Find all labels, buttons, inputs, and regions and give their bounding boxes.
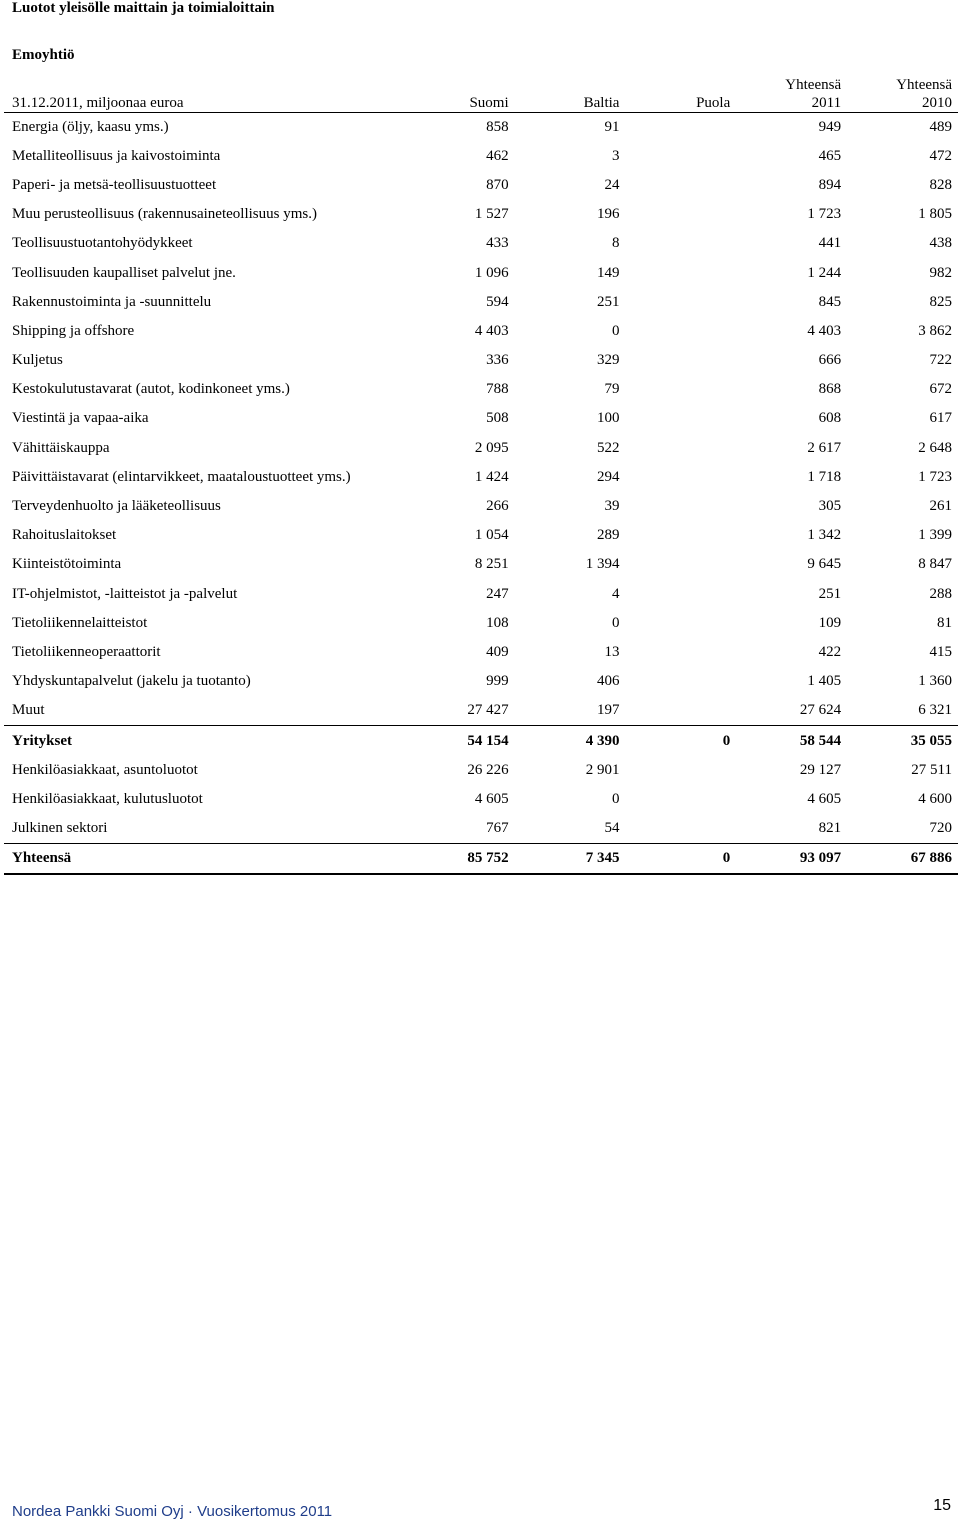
cell-total-2011: 608 [818, 410, 842, 427]
table-row [4, 492, 958, 521]
column-header-total-2011: Yhteensä 2011 [736, 75, 847, 112]
cell-puola [625, 756, 736, 785]
row-label: Rahoituslaitokset [12, 527, 117, 544]
column-header-total-2010: Yhteensä 2010 [847, 75, 958, 112]
cell-suomi: 462 [486, 147, 509, 164]
cell-baltia: 149 [596, 264, 620, 281]
table-row [4, 785, 958, 814]
cell-total-2011: 4 605 [807, 790, 842, 807]
cell-puola [625, 609, 736, 638]
row-label: Julkinen sektori [4, 814, 404, 844]
row-label: Teollisuuden kaupalliset palvelut jne. [12, 264, 236, 281]
row-label: Kestokulutustavarat (autot, kodinkoneet yms.) [12, 381, 290, 398]
cell-total-2011: 465 [818, 147, 842, 164]
cell-baltia: 24 [604, 176, 620, 193]
cell-baltia: 13 [604, 643, 620, 660]
cell-baltia: 3 [611, 147, 620, 164]
cell-total-2011: 27 624 [736, 696, 847, 726]
table-row [4, 638, 958, 667]
cell-total-2010: 825 [929, 293, 952, 310]
row-label: Viestintä ja vapaa-aika [12, 410, 149, 427]
cell-suomi: 788 [486, 381, 509, 398]
cell-baltia: 0 [611, 790, 620, 807]
table-row [4, 346, 958, 375]
cell-baltia: 406 [596, 673, 620, 690]
cell-suomi: 108 [486, 614, 509, 631]
cell-puola [625, 521, 736, 550]
cell-baltia: 39 [604, 498, 620, 515]
cell-suomi: 870 [486, 176, 509, 193]
cell-total-2011: 845 [818, 293, 842, 310]
cell-suomi: 1 424 [474, 468, 509, 485]
cell-total-2010: 4 600 [918, 790, 952, 807]
cell-total-2011: 1 405 [807, 673, 842, 690]
row-label: Yritykset [12, 732, 72, 749]
cell-total-2010: 720 [847, 814, 958, 844]
cell-total-2011: 1 718 [807, 468, 842, 485]
row-label: Terveydenhuolto ja lääketeollisuus [12, 498, 221, 515]
cell-baltia: 91 [604, 118, 620, 135]
loans-by-industry-table [4, 75, 958, 875]
cell-puola [625, 785, 736, 814]
cell-suomi: 266 [486, 498, 509, 515]
row-label: Rakennustoiminta ja -suunnittelu [12, 293, 212, 310]
table-row [4, 112, 958, 142]
table-row [4, 288, 958, 317]
table-row [4, 667, 958, 696]
row-label: Energia (öljy, kaasu yms.) [12, 118, 169, 135]
page-number: 15 [933, 1497, 951, 1514]
table-row [4, 580, 958, 609]
cell-total-2011: 666 [818, 352, 842, 369]
table-row [4, 404, 958, 433]
cell-puola [625, 288, 736, 317]
cell-total-2011: 4 403 [807, 322, 842, 339]
row-label: Metalliteollisuus ja kaivostoiminta [12, 147, 221, 164]
cell-puola [625, 434, 736, 463]
cell-total-2011: 949 [818, 118, 842, 135]
cell-puola [625, 200, 736, 229]
cell-total-2011: 9 645 [807, 556, 842, 573]
table-row [4, 200, 958, 229]
footer-publication-line: Nordea Pankki Suomi Oyj · Vuosikertomus 2011 [12, 1503, 333, 1520]
cell-suomi: 247 [486, 585, 509, 602]
table-row [4, 609, 958, 638]
cell-total-2010: 1 723 [918, 468, 952, 485]
cell-suomi: 999 [486, 673, 509, 690]
cell-total-2010: 1 360 [918, 673, 952, 690]
cell-total-2010: 67 886 [847, 844, 958, 875]
cell-suomi: 336 [486, 352, 509, 369]
cell-total-2010: 3 862 [918, 322, 952, 339]
cell-baltia: 1 394 [585, 556, 620, 573]
cell-total-2010: 722 [929, 352, 952, 369]
cell-total-2011: 821 [736, 814, 847, 844]
cell-suomi: 433 [486, 235, 509, 252]
cell-total-2010: 27 511 [911, 761, 952, 778]
cell-total-2010: 828 [929, 176, 952, 193]
column-header-period: 31.12.2011, miljoonaa euroa [4, 75, 404, 112]
cell-suomi: 54 154 [467, 732, 509, 749]
row-label: Kuljetus [12, 352, 63, 369]
cell-baltia: 289 [596, 527, 620, 544]
cell-suomi: 85 752 [404, 844, 515, 875]
cell-total-2010: 81 [937, 614, 952, 631]
cell-total-2010: 1 805 [918, 206, 952, 223]
cell-suomi: 27 427 [404, 696, 515, 726]
column-header-puola: Puola [625, 75, 736, 112]
cell-total-2011: 109 [818, 614, 842, 631]
row-label: Päivittäistavarat (elintarvikkeet, maataloustuotteet yms.) [12, 468, 351, 485]
row-label: Vähittäiskauppa [12, 439, 110, 456]
row-label: Kiinteistötoiminta [12, 556, 122, 573]
table-row [4, 463, 958, 492]
cell-baltia: 329 [596, 352, 620, 369]
cell-total-2011: 93 097 [736, 844, 847, 875]
cell-puola [625, 112, 736, 142]
cell-suomi: 767 [404, 814, 515, 844]
cell-puola: 0 [625, 844, 736, 875]
cell-total-2011: 58 544 [799, 732, 842, 749]
column-header-suomi: Suomi [404, 75, 515, 112]
row-label: Shipping ja offshore [12, 322, 135, 339]
cell-puola [625, 814, 736, 844]
cell-total-2011: 894 [818, 176, 842, 193]
table-row [4, 726, 958, 756]
row-label: Yhteensä [4, 844, 404, 875]
table-row [4, 550, 958, 579]
cell-total-2011: 305 [818, 498, 842, 515]
table-row [4, 142, 958, 171]
cell-suomi: 4 605 [474, 790, 509, 807]
cell-puola [625, 492, 736, 521]
cell-puola [625, 317, 736, 346]
cell-suomi: 4 403 [474, 322, 509, 339]
cell-baltia: 100 [596, 410, 620, 427]
cell-suomi: 2 095 [474, 439, 509, 456]
cell-baltia: 79 [604, 381, 620, 398]
table-row [4, 521, 958, 550]
row-label: Henkilöasiakkaat, kulutusluotot [12, 790, 203, 807]
cell-suomi: 508 [486, 410, 509, 427]
cell-total-2010: 288 [929, 585, 952, 602]
table-row [4, 375, 958, 404]
cell-suomi: 1 054 [474, 527, 509, 544]
cell-baltia: 0 [611, 322, 620, 339]
cell-puola [625, 638, 736, 667]
column-header-baltia: Baltia [515, 75, 626, 112]
table-row [4, 696, 958, 726]
cell-baltia: 251 [596, 293, 620, 310]
cell-puola [625, 463, 736, 492]
cell-total-2011: 868 [818, 381, 842, 398]
table-row [4, 756, 958, 785]
row-label: Tietoliikenneoperaattorit [12, 643, 161, 660]
cell-total-2010: 261 [929, 498, 952, 515]
row-label: Yhdyskuntapalvelut (jakelu ja tuotanto) [12, 673, 251, 690]
cell-total-2011: 1 342 [807, 527, 842, 544]
cell-puola [625, 667, 736, 696]
row-label: Muut [4, 696, 404, 726]
cell-puola [625, 171, 736, 200]
cell-total-2011: 1 244 [807, 264, 842, 281]
cell-puola [625, 346, 736, 375]
cell-total-2010: 8 847 [918, 556, 952, 573]
cell-total-2011: 2 617 [807, 439, 842, 456]
cell-suomi: 26 226 [467, 761, 509, 778]
cell-baltia: 196 [596, 206, 620, 223]
cell-total-2010: 472 [929, 147, 952, 164]
row-label: Henkilöasiakkaat, asuntoluotot [12, 761, 198, 778]
row-label: IT-ohjelmistot, -laitteistot ja -palvelut [12, 585, 238, 602]
cell-suomi: 594 [486, 293, 509, 310]
cell-baltia: 8 [611, 235, 620, 252]
cell-total-2011: 422 [818, 643, 842, 660]
cell-baltia: 2 901 [585, 761, 620, 778]
cell-suomi: 8 251 [474, 556, 509, 573]
cell-puola: 0 [722, 732, 731, 749]
cell-puola [625, 375, 736, 404]
cell-total-2010: 617 [929, 410, 952, 427]
table-row [4, 317, 958, 346]
cell-total-2010: 6 321 [847, 696, 958, 726]
table-row [4, 844, 958, 875]
cell-total-2010: 982 [929, 264, 952, 281]
cell-total-2010: 489 [929, 118, 952, 135]
cell-total-2010: 415 [929, 643, 952, 660]
cell-puola [625, 580, 736, 609]
table-row [4, 814, 958, 844]
cell-baltia: 4 390 [585, 732, 620, 749]
cell-total-2010: 35 055 [910, 732, 952, 749]
cell-suomi: 1 096 [474, 264, 509, 281]
row-label: Paperi- ja metsä-teollisuustuotteet [12, 176, 217, 193]
cell-baltia: 522 [596, 439, 620, 456]
row-label: Tietoliikennelaitteistot [12, 614, 148, 631]
cell-suomi: 409 [486, 643, 509, 660]
table-row [4, 258, 958, 287]
row-label: Teollisuustuotantohyödykkeet [12, 235, 193, 252]
cell-total-2011: 1 723 [807, 206, 842, 223]
cell-baltia: 7 345 [515, 844, 626, 875]
cell-baltia: 294 [596, 468, 620, 485]
cell-puola [625, 550, 736, 579]
cell-puola [625, 258, 736, 287]
table-header-row [4, 75, 958, 112]
cell-baltia: 197 [515, 696, 626, 726]
cell-total-2010: 438 [929, 235, 952, 252]
cell-total-2011: 251 [818, 585, 842, 602]
cell-baltia: 0 [611, 614, 620, 631]
cell-total-2010: 672 [929, 381, 952, 398]
cell-puola [625, 229, 736, 258]
row-label: Muu perusteollisuus (rakennusaineteollisuus yms.) [12, 206, 317, 223]
section-subtitle: Emoyhtiö [12, 47, 75, 63]
cell-total-2011: 441 [818, 235, 842, 252]
cell-suomi: 1 527 [474, 206, 509, 223]
cell-puola [625, 696, 736, 726]
cell-total-2011: 29 127 [799, 761, 842, 778]
cell-baltia: 4 [611, 585, 620, 602]
table-row [4, 229, 958, 258]
cell-puola [625, 142, 736, 171]
cell-puola [625, 404, 736, 433]
cell-suomi: 858 [486, 118, 509, 135]
table-row [4, 434, 958, 463]
cell-total-2010: 2 648 [918, 439, 952, 456]
cell-total-2010: 1 399 [918, 527, 952, 544]
table-row [4, 171, 958, 200]
cell-baltia: 54 [515, 814, 626, 844]
page-title: Luotot yleisölle maittain ja toimialoittain [12, 0, 275, 16]
